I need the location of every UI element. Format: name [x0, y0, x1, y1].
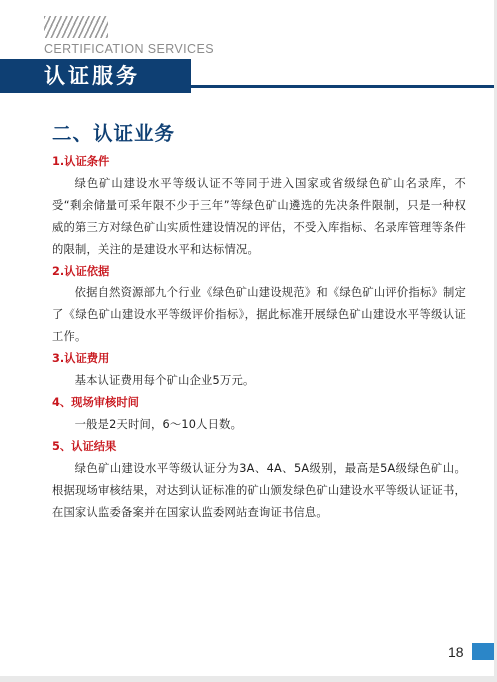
header-banner — [0, 59, 191, 93]
text-line: 绿色矿山建设水平等级认证不等同于进入国家或省级绿色矿山名录库， — [74, 176, 455, 190]
item-paragraph — [52, 173, 466, 261]
text-line: 基本认证费用每个矿山企业5万元。 — [74, 374, 255, 388]
text-line: 是一种权威的第三方对绿色矿山实质性建设情况的评估，不受入库指标、名 — [52, 198, 466, 234]
section-title: 二、认证业务 — [52, 122, 176, 145]
item-heading: 1.认证条件 — [52, 155, 110, 168]
item-heading: 2.认证依据 — [52, 264, 110, 278]
text-line: 制定了《绿色矿山建设水平等级评价指标》，据此标准开展绿色矿山建设水 — [52, 286, 466, 322]
page-corner-tab — [472, 643, 494, 660]
page-number: 18 — [448, 644, 464, 660]
text-line: 平等级认证工作。 — [52, 308, 466, 344]
header-title: 认证服务 — [44, 64, 140, 88]
item-paragraph — [52, 458, 466, 524]
item-paragraph — [52, 370, 466, 392]
text-line: 依据自然资源部九个行业《绿色矿山建设规范》和《绿色矿山评价指标》 — [74, 286, 443, 300]
text-line: 山。根据现场审核结果，对达到认证标准的矿山颁发绿色矿山建设水平等级 — [52, 461, 466, 497]
item-heading: 5、认证结果 — [52, 439, 117, 453]
decorative-stripes — [44, 16, 108, 38]
item-heading: 4、现场审核时间 — [52, 395, 139, 409]
body-content — [52, 151, 466, 523]
text-line: 认证证书，在国家认监委备案并在国家认监委网站查询证书信息。 — [52, 483, 466, 519]
item-heading: 3.认证费用 — [52, 352, 110, 366]
item-paragraph — [52, 282, 466, 348]
text-line: 一般是2天时间，6～10人日数。 — [74, 417, 243, 431]
text-line: 不受“剩余储量可采年限不少于三年”等绿色矿山遴选的先决条件限制，只 — [52, 176, 466, 212]
text-line: 绿色矿山建设水平等级认证分为3A、4A、5A级别，最高是5A级绿色矿 — [74, 461, 443, 475]
header-english-label: CERTIFICATION SERVICES — [44, 42, 214, 56]
text-line: 录库管理等条件的限制，关注的是建设水平和达标情况。 — [52, 220, 466, 256]
header-rule — [191, 85, 494, 88]
item-paragraph — [52, 414, 466, 436]
